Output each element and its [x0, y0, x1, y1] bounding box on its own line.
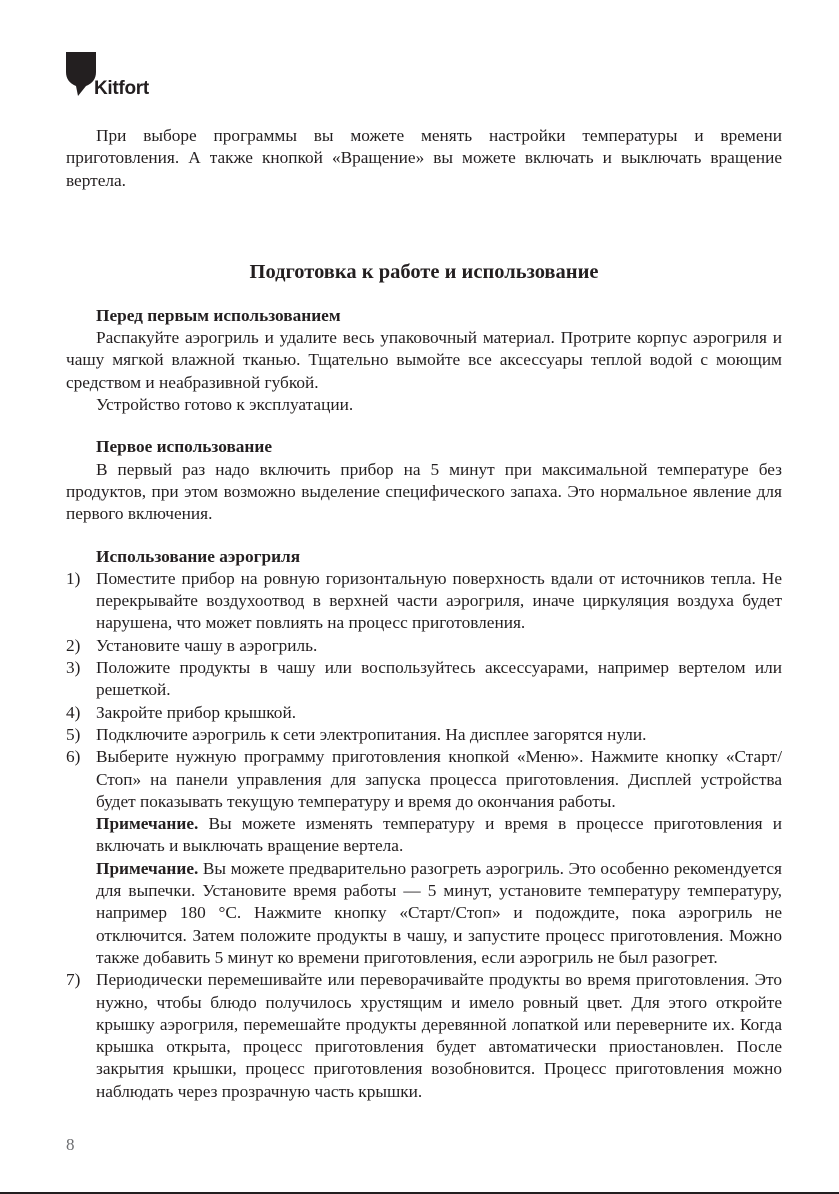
step-text: Положите продукты в чашу или воспользуйтесь аксессуарами, например вертелом или решеткой.	[96, 658, 782, 700]
first-use-heading: Первое использование	[96, 437, 273, 457]
step-number: 4)	[66, 702, 81, 722]
step-number: 6)	[66, 747, 81, 767]
step-text: Поместите прибор на ровную горизонтальную поверхность вдали от источников тепла. Не перекрывайте воздухоотвод в верхней части аэрогриля, иначе циркуляция воздуха будет нарушена, что может повлиять на процесс приготовления.	[96, 568, 782, 633]
step-number: 5)	[66, 724, 81, 744]
list-item	[66, 724, 782, 746]
step-text: Подключите аэрогриль к сети электропитания. На дисплее загорятся нули.	[96, 724, 647, 744]
usage-heading: Использование аэрогриля	[96, 546, 301, 566]
before-first-use-paragraph: Распакуйте аэрогриль и удалите весь упаковочный материал. Протрите корпус аэрогриля и чашу мягкой влажной тканью. Тщательно вымойте все аксессуары теплой водой с моющим средством и неабразивной губкой.	[66, 328, 782, 392]
note-paragraph	[96, 813, 782, 858]
step-number: 7)	[66, 970, 81, 990]
intro-paragraph: При выборе программы вы можете менять настройки температуры и времени приготовления. А также кнопкой «Вращение» вы можете включать и выключать вращение вертела.	[66, 126, 782, 190]
list-item	[66, 969, 782, 1103]
page-number: 8	[66, 1135, 75, 1154]
section-title: Подготовка к работе и использование	[249, 260, 599, 283]
step-text: Периодически перемешивайте или переворачивайте продукты во время приготовления. Это нужно, чтобы блюдо получилось хрустящим и имело ровный цвет. Для этого откройте крышку аэрогриля, перемешайте продукты деревянной лопаткой или переверните их. Когда крышка открыта, процесс приготовления будет автоматически приостановлен. После закрытия крышки, процесс приготовления возобновится. Процесс приготовления можно наблюдать через прозрачную часть крышки.	[96, 970, 782, 1101]
usage-steps-list	[66, 568, 782, 1103]
brand-logo	[66, 52, 176, 104]
brand-name: Kitfort	[94, 78, 149, 99]
note-paragraph	[96, 858, 782, 969]
list-item	[66, 746, 782, 969]
step-text: Закройте прибор крышкой.	[96, 702, 297, 722]
step-number: 1)	[66, 568, 81, 588]
step-text: Выберите нужную программу приготовления кнопкой «Меню». Нажмите кнопку «Старт/Стоп» на панели управления для запуска процесса приготовления. Дисплей устройства будет показывать текущую температуру и время до окончания работы.	[96, 747, 782, 811]
before-first-use-heading: Перед первым использованием	[96, 305, 341, 325]
list-item	[66, 702, 782, 724]
list-item	[66, 635, 782, 657]
note-label: Примечание.	[96, 814, 199, 834]
list-item	[66, 568, 782, 635]
note-label: Примечание.	[96, 858, 199, 878]
first-use-paragraph: В первый раз надо включить прибор на 5 минут при максимальной температуре без продуктов, при этом возможно выделение специфического запаха. Это нормальное явление для первого включения.	[66, 459, 782, 524]
note-text: Вы можете предварительно разогреть аэрогриль. Это особенно рекомендуется для выпечки. Установите время работы — 5 минут, установите температуру температуру, например 180 °C. Нажмите кнопку «Старт/Стоп» и подождите, пока аэрогриль не отключится. Затем положите продукты в чашу, и запустите процесс приготовления. Можно также добавить 5 минут ко времени приготовления, если аэрогриль не был разогрет.	[96, 858, 782, 967]
ready-paragraph: Устройство готово к эксплуатации.	[96, 395, 354, 415]
note-text: Вы можете изменять температуру и время в процессе приготовления и включать и выключать вращение вертела.	[96, 814, 782, 856]
step-number: 2)	[66, 635, 81, 655]
kitfort-logo-icon	[66, 52, 96, 98]
step-number: 3)	[66, 658, 81, 678]
document-body	[66, 125, 782, 1103]
step-text: Установите чашу в аэрогриль.	[96, 635, 318, 655]
list-item	[66, 657, 782, 702]
